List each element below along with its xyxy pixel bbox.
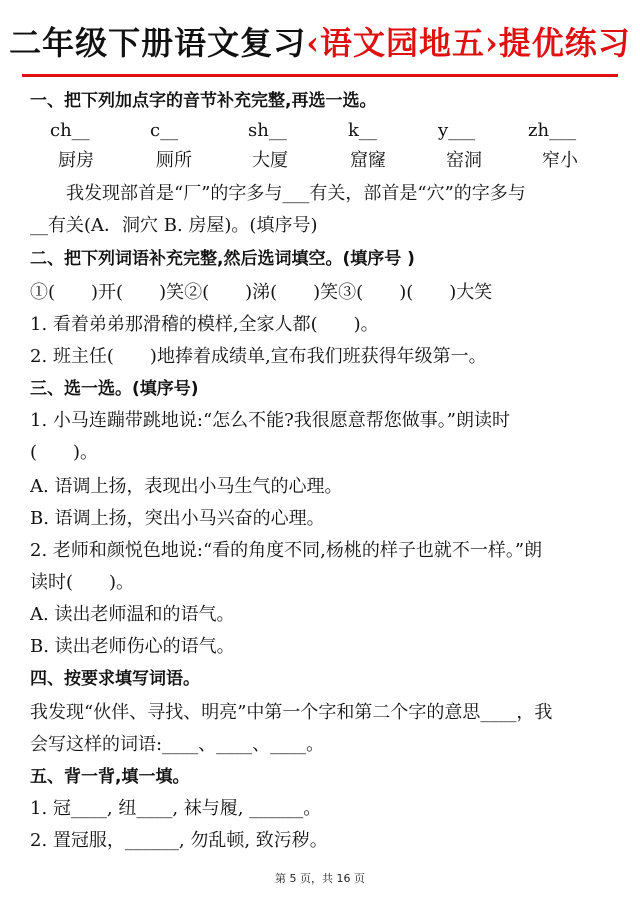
word-3: 大厦 [252,150,288,171]
word-4: 窟窿 [350,150,386,171]
section-2-q1: 1. 看着弟弟那滑稽的模样,全家人都( )。 [30,314,379,335]
section-2-q2: 2. 班主任( )地捧着成绩单,宣布我们班获得年级第一。 [30,346,487,367]
section-3-q2-line-1: 2. 老师和颜悦色地说:“看的角度不同,杨桃的样子也就不一样。”朗 [30,540,543,561]
section-1-text-2: __有关(A．洞穴 B. 房屋)。(填序号) [30,215,318,236]
syllable-6: zh___ [528,120,577,141]
section-5-q2: 2. 置冠服，______, 勿乱顿, 致污秽。 [30,830,328,851]
page-title [0,18,640,64]
syllable-4: k__ [348,120,377,141]
section-4-heading: 四、按要求填写词语。 [30,669,200,689]
section-3-q2-option-a: A. 读出老师温和的语气。 [30,604,235,625]
section-3-q1-line-2: ( )。 [30,442,99,463]
syllable-row [30,118,620,144]
title-tail: 提优练习 [498,24,631,62]
section-2-blanks: ①( )开( )笑②( )涕( )笑③( )( )大笑 [30,282,493,303]
word-2: 厕所 [156,150,192,171]
section-3-q2-line-2: 读时( )。 [30,572,135,593]
word-6: 窄小 [542,150,578,171]
word-1: 厨房 [58,150,94,171]
word-row [30,148,620,174]
syllable-1: ch__ [50,120,90,141]
word-5: 窑洞 [446,150,482,171]
title-underline [22,74,618,77]
section-4-text-1: 我发现“伙伴、寻找、明亮”中第一个字和第二个字的意思____，我 [30,702,553,723]
page-footer: 第 5 页，共 16 页 [275,872,365,885]
section-3-heading: 三、选一选。(填序号) [30,379,199,399]
section-3-q1-option-a: A. 语调上扬，表现出小马生气的心理。 [30,476,343,497]
section-1-heading: 一、把下列加点字的音节补充完整,再选一选。 [30,91,377,111]
title-highlight: ‹语文园地五› [306,24,499,62]
section-1-text-1: 我发现部首是“厂”的字多与___有关，部首是“穴”的字多与 [66,183,526,204]
section-2-heading: 二、把下列词语补充完整,然后选词填空。(填序号 ) [30,249,415,269]
section-3-q2-option-b: B. 读出老师伤心的语气。 [30,636,235,657]
syllable-2: c__ [150,120,179,141]
syllable-5: y___ [438,120,476,141]
section-3-q1-option-b: B. 语调上扬，突出小马兴奋的心理。 [30,508,325,529]
section-4-text-2: 会写这样的词语:____、____、____。 [30,734,325,755]
section-5-q1: 1. 冠____, 纽____, 袜与履, ______。 [30,798,322,819]
section-5-heading: 五、背一背,填一填。 [30,767,190,787]
section-3-q1-line-1: 1. 小马连蹦带跳地说:“怎么不能?我很愿意帮您做事。”朗读时 [30,410,511,431]
title-main: 二年级下册语文复习 [9,24,307,62]
syllable-3: sh__ [248,120,287,141]
